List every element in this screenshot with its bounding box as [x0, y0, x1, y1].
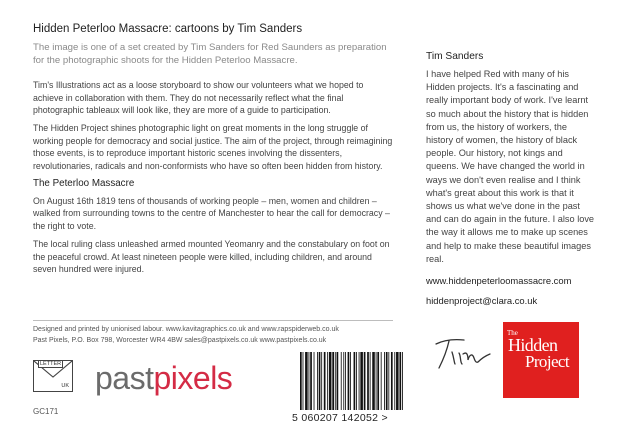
logo-project: Project: [525, 352, 569, 371]
barcode-bar: [386, 352, 388, 410]
barcode-bar: [402, 352, 403, 410]
barcode-bar: [343, 352, 344, 410]
brand-part-past: past: [95, 360, 154, 396]
barcode-bar: [314, 352, 315, 410]
barcode-number: 5 060207 142052 >: [292, 412, 388, 424]
credits-line: Designed and printed by unionised labour. www.kavitagraphics.co.uk and www.rapspiderweb.co.uk: [33, 326, 339, 333]
barcode-icon: [298, 352, 404, 414]
brand-part-pixels: pixels: [153, 360, 233, 396]
barcode-bar: [327, 352, 328, 410]
barcode-bar: [321, 352, 322, 410]
barcode-bar: [394, 352, 395, 410]
barcode-bar: [335, 352, 336, 410]
intro-text: The image is one of a set created by Tim Sanders for Red Saunders as preparation for the photographic shoots for the Hidden Peterloo Massacre.: [33, 42, 387, 66]
letter-envelope-icon: [33, 360, 73, 392]
barcode-bar: [337, 352, 339, 410]
barcode-bar: [317, 352, 318, 410]
barcode-bar: [360, 352, 363, 410]
barcode-bar: [381, 352, 382, 410]
barcode-bar: [370, 352, 371, 410]
barcode-bar: [399, 352, 401, 410]
hidden-project-logo: [503, 322, 579, 398]
barcode-bar: [367, 352, 369, 410]
barcode-bar: [364, 352, 366, 410]
paragraph-ruling-class: The local ruling class unleashed armed mounted Yeomanry and the constabulary on foot on the peaceful crowd. At least nineteen people were killed, including children, and around seven hundred were injured.: [33, 239, 390, 275]
barcode-bar: [309, 352, 310, 410]
paragraph-illustrations: Tim's Illustrations act as a loose storyboard to show our volunteers what we hoped to achieve in collaboration with them. They do not necessarily reflect what the final photographic tableaux will look like, they are more of a guide to participation.: [33, 80, 364, 115]
barcode-bar: [354, 352, 356, 410]
paragraph-hidden-project: The Hidden Project shines photographic light on great moments in the long struggle of working people for democracy and social justice. The aim of the project, through reimagining those events, is to reproduce important historic scenes involving the dissenters, revolutionaries, radicals and non-conformists who have so often been hidden from history.: [33, 123, 393, 171]
barcode-bar: [348, 352, 350, 410]
page-title: Hidden Peterloo Massacre: cartoons by Tim Sanders: [33, 23, 303, 35]
barcode-bar: [372, 352, 375, 410]
footer-credits: [33, 325, 393, 346]
signature-icon: [430, 330, 496, 374]
barcode-bar: [310, 352, 312, 410]
barcode-bar: [376, 352, 377, 410]
address-line: Past Pixels, P.O. Box 798, Worcester WR4 4BW sales@pastpixels.co.uk www.pastpixels.co.uk: [33, 336, 327, 344]
barcode-bar: [332, 352, 334, 410]
barcode-bar: [329, 352, 332, 410]
barcode-bar: [345, 352, 346, 410]
barcode-bar: [341, 352, 342, 410]
barcode-bar: [324, 352, 326, 410]
barcode-bar: [391, 352, 393, 410]
barcode-bar: [300, 352, 302, 410]
main-column: [33, 22, 393, 281]
author-quote: I have helped Red with many of his Hidden projects. It's a fascinating and really important body of work. I've learnt so much about the history that is hidden from us, the history of workers, the history of women, the history of black people. Our history, not kings and queens. We have changed the world in ways we don't even realise and I think what's great about this work is that it shows us what we've done in the past and can do again in the future. I also love the way it allows me to make up scenes and help to make these beautiful images real.: [426, 69, 595, 264]
website-link[interactable]: www.hiddenpeterloomassacre.com: [426, 275, 572, 287]
section-heading-peterloo: The Peterloo Massacre: [33, 178, 135, 190]
barcode-bar: [359, 352, 360, 410]
product-code: GC171: [33, 407, 59, 416]
barcode-bar: [388, 352, 389, 410]
barcode-bar: [377, 352, 379, 410]
barcode-bar: [384, 352, 385, 410]
logo-hidden: Hidden: [508, 335, 558, 355]
paragraph-august: On August 16th 1819 tens of thousands of working people – men, women and children – walked from surrounding towns to the centre of Manchester to hear the call for democracy – the right to vote.: [33, 196, 390, 231]
sidebar-column: [426, 50, 596, 315]
barcode-bar: [319, 352, 321, 410]
email-link[interactable]: hiddenproject@clara.co.uk: [426, 295, 538, 307]
barcode-bar: [303, 352, 304, 410]
barcode-bar: [350, 352, 351, 410]
footer-divider: [33, 320, 393, 321]
author-name: Tim Sanders: [426, 51, 484, 62]
pastpixels-logo: [95, 360, 232, 396]
letter-country: UK: [61, 383, 69, 389]
barcode-bar: [305, 352, 308, 410]
barcode-bar: [356, 352, 357, 410]
logo-the: The: [507, 329, 518, 337]
barcode-bar: [396, 352, 399, 410]
letter-label: LETTER: [40, 361, 62, 367]
